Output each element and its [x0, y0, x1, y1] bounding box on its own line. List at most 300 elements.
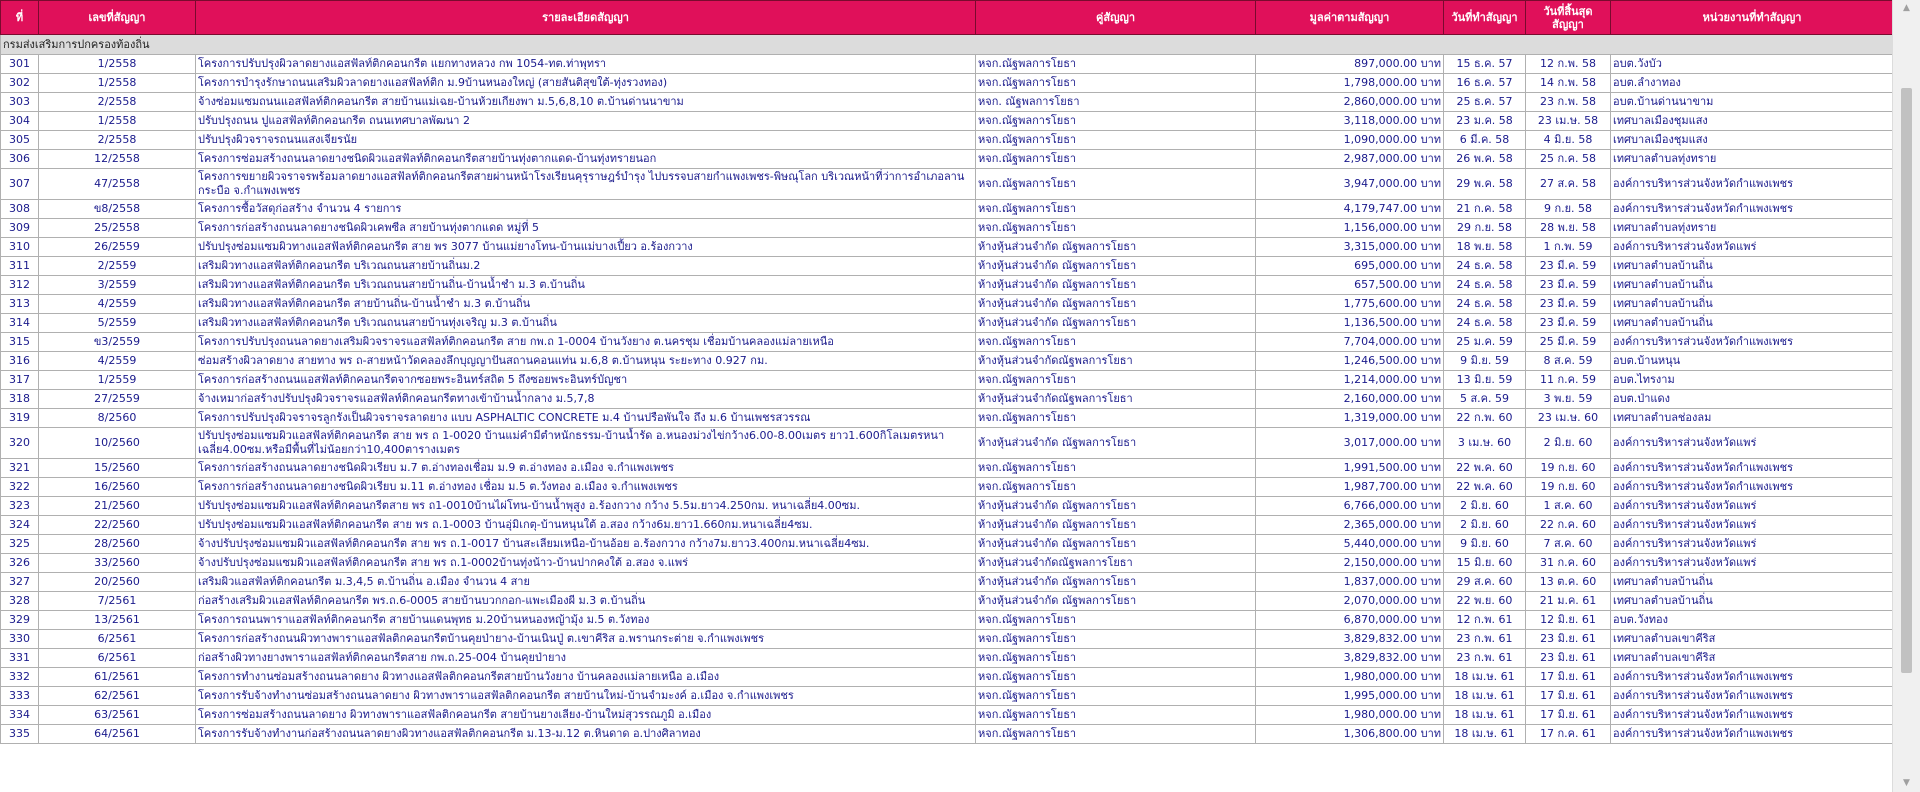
- agency: องค์การบริหารส่วนจังหวัดกำแพงเพชร: [1611, 459, 1894, 478]
- date-end: 2 มิ.ย. 60: [1526, 428, 1611, 459]
- contract-detail[interactable]: โครงการปรับปรุงผิวจราจรลูกรังเป็นผิวจราจรลาดยาง แบบ ASPHALTIC CONCRETE ม.4 บ้านปรือพันใจ ถึง ม.6 บ้านเพชรสวรรณ: [196, 409, 976, 428]
- row-number: 330: [1, 630, 39, 649]
- table-header-row: [1, 1, 1894, 35]
- table-row[interactable]: [1, 219, 1894, 238]
- table-row[interactable]: [1, 478, 1894, 497]
- row-number: 312: [1, 276, 39, 295]
- agency: เทศบาลเมืองชุมแสง: [1611, 112, 1894, 131]
- contract-value: 1,214,000.00 บาท: [1256, 371, 1444, 390]
- row-number: 319: [1, 409, 39, 428]
- header-no[interactable]: ที่: [1, 1, 39, 35]
- date-end: 23 เม.ษ. 60: [1526, 409, 1611, 428]
- contract-number[interactable]: 5/2559: [39, 314, 196, 333]
- date-made: 18 เม.ษ. 61: [1444, 725, 1526, 744]
- row-number: 304: [1, 112, 39, 131]
- date-made: 26 พ.ค. 58: [1444, 150, 1526, 169]
- date-end: 9 ก.ย. 58: [1526, 200, 1611, 219]
- date-made: 24 ธ.ค. 58: [1444, 276, 1526, 295]
- contract-detail[interactable]: โครงการก่อสร้างถนนลาดยางชนิดผิวเคพซีล สายบ้านทุ่งตากแดด หมู่ที่ 5: [196, 219, 976, 238]
- contract-number[interactable]: 7/2561: [39, 592, 196, 611]
- table-row[interactable]: [1, 333, 1894, 352]
- contract-value: 2,160,000.00 บาท: [1256, 390, 1444, 409]
- contract-value: 2,987,000.00 บาท: [1256, 150, 1444, 169]
- contract-detail[interactable]: เสริมผิวทางแอสฟัลท์ติกคอนกรีต บริเวณถนนสายบ้านถิ่น-บ้านน้ำชำ ม.3 ต.บ้านถิ่น: [196, 276, 976, 295]
- date-end: 23 มิ.ย. 61: [1526, 630, 1611, 649]
- row-number: 331: [1, 649, 39, 668]
- date-end: 23 มี.ค. 59: [1526, 276, 1611, 295]
- down-arrow-icon[interactable]: ▼: [1903, 778, 1910, 788]
- contract-detail[interactable]: ปรับปรุงซ่อมแซมผิวทางแอสฟัลท์ติกคอนกรีต สาย พร 3077 บ้านแม่ยางโทน-บ้านแม่บางเปี้ยว อ.ร้องกวาง: [196, 238, 976, 257]
- contract-party: ห้างหุ้นส่วนจำกัด ณัฐพลการโยธา: [976, 276, 1256, 295]
- table-row[interactable]: [1, 131, 1894, 150]
- date-end: 17 มิ.ย. 61: [1526, 706, 1611, 725]
- row-number: 302: [1, 74, 39, 93]
- row-number: 308: [1, 200, 39, 219]
- contract-party: หจก.ณัฐพลการโยธา: [976, 74, 1256, 93]
- contract-party: ห้างหุ้นส่วนจำกัดณัฐพลการโยธา: [976, 390, 1256, 409]
- date-end: 17 ก.ค. 61: [1526, 725, 1611, 744]
- header-party[interactable]: คู่สัญญา: [976, 1, 1256, 35]
- contract-party: ห้างหุ้นส่วนจำกัด ณัฐพลการโยธา: [976, 238, 1256, 257]
- contract-detail[interactable]: โครงการปรับปรุงผิวลาดยางแอสฟัลท์ติกคอนกรีต แยกทางหลวง กพ 1054-ทต.ท่าพุทรา: [196, 55, 976, 74]
- agency: องค์การบริหารส่วนจังหวัดแพร่: [1611, 554, 1894, 573]
- table-row[interactable]: [1, 687, 1894, 706]
- contract-number[interactable]: 20/2560: [39, 573, 196, 592]
- contract-value: 1,319,000.00 บาท: [1256, 409, 1444, 428]
- date-made: 22 ก.พ. 60: [1444, 409, 1526, 428]
- contract-number[interactable]: 16/2560: [39, 478, 196, 497]
- contract-number[interactable]: 26/2559: [39, 238, 196, 257]
- row-number: 316: [1, 352, 39, 371]
- date-end: 31 ก.ค. 60: [1526, 554, 1611, 573]
- date-end: 3 พ.ย. 59: [1526, 390, 1611, 409]
- row-number: 326: [1, 554, 39, 573]
- row-number: 333: [1, 687, 39, 706]
- date-made: 12 ก.พ. 61: [1444, 611, 1526, 630]
- contract-value: 1,306,800.00 บาท: [1256, 725, 1444, 744]
- contract-number[interactable]: 61/2561: [39, 668, 196, 687]
- agency: องค์การบริหารส่วนจังหวัดแพร่: [1611, 516, 1894, 535]
- table-row[interactable]: [1, 706, 1894, 725]
- contract-value: 7,704,000.00 บาท: [1256, 333, 1444, 352]
- contract-value: 1,156,000.00 บาท: [1256, 219, 1444, 238]
- row-number: 335: [1, 725, 39, 744]
- row-number: 327: [1, 573, 39, 592]
- contract-party: หจก.ณัฐพลการโยธา: [976, 706, 1256, 725]
- agency: เทศบาลตำบลเขาคีริส: [1611, 649, 1894, 668]
- contract-party: หจก.ณัฐพลการโยธา: [976, 725, 1256, 744]
- contract-number[interactable]: 1/2558: [39, 74, 196, 93]
- agency: องค์การบริหารส่วนจังหวัดกำแพงเพชร: [1611, 668, 1894, 687]
- contract-detail[interactable]: เสริมผิวแอสฟัลท์ติกคอนกรีต ม.3,4,5 ต.บ้านถิ่น อ.เมือง จำนวน 4 สาย: [196, 573, 976, 592]
- date-made: 23 ก.พ. 61: [1444, 630, 1526, 649]
- row-number: 329: [1, 611, 39, 630]
- contract-value: 1,980,000.00 บาท: [1256, 706, 1444, 725]
- contract-detail[interactable]: จ้างปรับปรุงซ่อมแซมผิวแอสฟัลท์ติกคอนกรีต สาย พร ถ.1-0017 บ้านสะเลียมเหนือ-บ้านอ้อย อ.ร้องกวาง กว้าง7ม.ยาว3.400กม.หนาเฉลี่ย4ซม.: [196, 535, 976, 554]
- contract-party: หจก.ณัฐพลการโยธา: [976, 55, 1256, 74]
- date-made: 24 ธ.ค. 58: [1444, 257, 1526, 276]
- agency: อบต.ลำงาทอง: [1611, 74, 1894, 93]
- row-number: 314: [1, 314, 39, 333]
- date-made: 18 เม.ษ. 61: [1444, 668, 1526, 687]
- row-number: 307: [1, 169, 39, 200]
- table-row[interactable]: [1, 592, 1894, 611]
- contract-party: หจก.ณัฐพลการโยธา: [976, 131, 1256, 150]
- contract-number[interactable]: 33/2560: [39, 554, 196, 573]
- date-end: 1 ก.พ. 59: [1526, 238, 1611, 257]
- contract-detail[interactable]: เสริมผิวทางแอสฟัลท์ติกคอนกรีต บริเวณถนนสายบ้านทุ่งเจริญ ม.3 ต.บ้านถิ่น: [196, 314, 976, 333]
- date-end: 21 ม.ค. 61: [1526, 592, 1611, 611]
- contract-party: หจก.ณัฐพลการโยธา: [976, 611, 1256, 630]
- table-row[interactable]: [1, 352, 1894, 371]
- date-end: 17 มิ.ย. 61: [1526, 687, 1611, 706]
- contract-value: 1,995,000.00 บาท: [1256, 687, 1444, 706]
- contract-party: หจก.ณัฐพลการโยธา: [976, 169, 1256, 200]
- table-row[interactable]: [1, 535, 1894, 554]
- contract-detail[interactable]: ปรับปรุงซ่อมแซมผิวแอสฟัลท์ติกคอนกรีต สาย พร ถ.1-0003 บ้านอุ่มิเกตุ-บ้านหนุนใต้ อ.สอง กว้าง6ม.ยาว1.660กม.หนาเฉลี่ย4ซม.: [196, 516, 976, 535]
- agency: เทศบาลตำบลบ้านถิ่น: [1611, 314, 1894, 333]
- contract-detail[interactable]: โครงการขยายผิวจราจรพร้อมลาดยางแอสฟัลท์ติกคอนกรีตสายผ่านหน้าโรงเรียนคุรุราษฎร์บำรุง ไปบรรจบสายกำแพงเพชร-พิษณุโลก บริเวณหน้าที่ว่าการอำเภอลานกระบือ จ.กำแพงเพชร: [196, 169, 976, 200]
- contract-value: 1,775,600.00 บาท: [1256, 295, 1444, 314]
- date-end: 11 ก.ค. 59: [1526, 371, 1611, 390]
- vertical-scrollbar[interactable]: [1892, 0, 1920, 792]
- date-end: 13 ต.ค. 60: [1526, 573, 1611, 592]
- contract-detail[interactable]: ปรับปรุงซ่อมแซมผิวแอสฟัลท์ติกคอนกรีตสาย พร ถ1-0010บ้านไผ่โทน-บ้านน้ำพุสูง อ.ร้องกวาง กว้าง 5.5ม.ยาว4.250กม. หนาเฉลี่ย4.00ซม.: [196, 497, 976, 516]
- scrollbar-thumb[interactable]: [1901, 88, 1912, 673]
- agency: อบต.บ้านหนุน: [1611, 352, 1894, 371]
- table-row[interactable]: [1, 276, 1894, 295]
- table-row[interactable]: [1, 668, 1894, 687]
- contract-value: 2,150,000.00 บาท: [1256, 554, 1444, 573]
- contract-party: หจก.ณัฐพลการโยธา: [976, 649, 1256, 668]
- contract-number[interactable]: 2/2559: [39, 257, 196, 276]
- table-row[interactable]: [1, 200, 1894, 219]
- contract-detail[interactable]: เสริมผิวทางแอสฟัลท์ติกคอนกรีต สายบ้านถิ่น-บ้านน้ำชำ ม.3 ต.บ้านถิ่น: [196, 295, 976, 314]
- date-made: 23 ม.ค. 58: [1444, 112, 1526, 131]
- contract-number[interactable]: 3/2559: [39, 276, 196, 295]
- header-detail[interactable]: รายละเอียดสัญญา: [196, 1, 976, 35]
- contract-number[interactable]: 6/2561: [39, 630, 196, 649]
- agency: องค์การบริหารส่วนจังหวัดกำแพงเพชร: [1611, 478, 1894, 497]
- contract-party: ห้างหุ้นส่วนจำกัด ณัฐพลการโยธา: [976, 535, 1256, 554]
- contract-party: หจก.ณัฐพลการโยธา: [976, 478, 1256, 497]
- contract-detail[interactable]: โครงการก่อสร้างถนนลาดยางชนิดผิวเรียบ ม.7 ต.อ่างทองเชื่อม ม.9 ต.อ่างทอง อ.เมือง จ.กำแพงเพชร: [196, 459, 976, 478]
- group-label: กรมส่งเสริมการปกครองท้องถิ่น: [1, 35, 1894, 55]
- agency: องค์การบริหารส่วนจังหวัดกำแพงเพชร: [1611, 687, 1894, 706]
- date-end: 23 มิ.ย. 61: [1526, 649, 1611, 668]
- contract-party: หจก.ณัฐพลการโยธา: [976, 219, 1256, 238]
- header-contract-no[interactable]: เลขที่สัญญา: [39, 1, 196, 35]
- table-row[interactable]: [1, 295, 1894, 314]
- contract-value: 1,991,500.00 บาท: [1256, 459, 1444, 478]
- date-made: 13 มิ.ย. 59: [1444, 371, 1526, 390]
- header-value[interactable]: มูลค่าตามสัญญา: [1256, 1, 1444, 35]
- date-made: 2 มิ.ย. 60: [1444, 497, 1526, 516]
- contract-number[interactable]: 1/2559: [39, 371, 196, 390]
- date-made: 3 เม.ษ. 60: [1444, 428, 1526, 459]
- contract-detail[interactable]: จ้างปรับปรุงซ่อมแซมผิวแอสฟัลท์ติกคอนกรีต สาย พร ถ.1-0002บ้านทุ่งน้าว-บ้านปากคงใต้ อ.สอง จ.แพร่: [196, 554, 976, 573]
- date-made: 5 ส.ค. 59: [1444, 390, 1526, 409]
- contract-detail[interactable]: โครงการซื้อวัสดุก่อสร้าง จำนวน 4 รายการ: [196, 200, 976, 219]
- table-row[interactable]: [1, 93, 1894, 112]
- contract-party: ห้างหุ้นส่วนจำกัด ณัฐพลการโยธา: [976, 257, 1256, 276]
- table-row[interactable]: [1, 390, 1894, 409]
- contract-number[interactable]: 21/2560: [39, 497, 196, 516]
- date-made: 15 ธ.ค. 57: [1444, 55, 1526, 74]
- row-number: 303: [1, 93, 39, 112]
- contract-value: 695,000.00 บาท: [1256, 257, 1444, 276]
- contract-detail[interactable]: ก่อสร้างเสริมผิวแอสฟัลท์ติกคอนกรีต พร.ถ.6-0005 สายบ้านบวกกอก-แพะเมืองผี ม.3 ต.บ้านถิ่น: [196, 592, 976, 611]
- contract-detail[interactable]: จ้างเหมาก่อสร้างปรับปรุงผิวจราจรแอสฟัลท์ติกคอนกรีตทางเข้าบ้านน้ำกลาง ม.5,7,8: [196, 390, 976, 409]
- contract-detail[interactable]: เสริมผิวทางแอสฟัลท์ติกคอนกรีต บริเวณถนนสายบ้านถิ่นม.2: [196, 257, 976, 276]
- agency: เทศบาลตำบลบ้านถิ่น: [1611, 573, 1894, 592]
- contract-number[interactable]: 28/2560: [39, 535, 196, 554]
- contract-party: ห้างหุ้นส่วนจำกัด ณัฐพลการโยธา: [976, 428, 1256, 459]
- contract-value: 1,798,000.00 บาท: [1256, 74, 1444, 93]
- contract-number[interactable]: 25/2558: [39, 219, 196, 238]
- contract-value: 3,829,832.00 บาท: [1256, 649, 1444, 668]
- contract-party: หจก.ณัฐพลการโยธา: [976, 668, 1256, 687]
- date-made: 18 พ.ย. 58: [1444, 238, 1526, 257]
- agency: เทศบาลตำบลบ้านถิ่น: [1611, 276, 1894, 295]
- table-row[interactable]: [1, 611, 1894, 630]
- table-row[interactable]: [1, 169, 1894, 200]
- date-end: 23 มี.ค. 59: [1526, 257, 1611, 276]
- contract-detail[interactable]: โครงการถนนพาราแอสฟัลท์ติกคอนกรีต สายบ้านแดนพุทธ ม.20บ้านหนองหญ้ามุ้ง ม.5 ต.วังทอง: [196, 611, 976, 630]
- contract-value: 1,987,700.00 บาท: [1256, 478, 1444, 497]
- contract-detail[interactable]: ปรับปรุงผิวจราจรถนนแสงเจียรนัย: [196, 131, 976, 150]
- contract-value: 897,000.00 บาท: [1256, 55, 1444, 74]
- contract-number[interactable]: 1/2558: [39, 112, 196, 131]
- row-number: 321: [1, 459, 39, 478]
- contract-party: ห้างหุ้นส่วนจำกัด ณัฐพลการโยธา: [976, 573, 1256, 592]
- contract-detail[interactable]: โครงการทำงานซ่อมสร้างถนนลาดยาง ผิวทางแอสฟัลติกคอนกรีตสายบ้านวังยาง บ้านคลองแม่ลายเหนือ อ.เมือง: [196, 668, 976, 687]
- contract-number[interactable]: 2/2558: [39, 93, 196, 112]
- contract-party: หจก.ณัฐพลการโยธา: [976, 150, 1256, 169]
- table-row[interactable]: [1, 428, 1894, 459]
- date-made: 18 เม.ษ. 61: [1444, 706, 1526, 725]
- table-row[interactable]: [1, 74, 1894, 93]
- row-number: 310: [1, 238, 39, 257]
- header-date-made[interactable]: วันที่ทำสัญญา: [1444, 1, 1526, 35]
- contract-detail[interactable]: ปรับปรุงซ่อมแซมผิวแอสฟัลท์ติกคอนกรีต สาย พร ถ 1-0020 บ้านแม่คำมีตำหนักธรรม-บ้านน้ำรัด อ.หนองม่วงไข่กว้าง6.00-8.00เมตร ยาว1.600กิโลเมตรหนาเฉลี่ย4.00ซม.หรือมีพื้นที่ไม่น้อยกว่า10,400ตารางเมตร: [196, 428, 976, 459]
- contract-detail[interactable]: โครงการบำรุงรักษาถนนเสริมผิวลาดยางแอสฟัลท์ติก ม.9บ้านหนองใหญ่ (สายสันติสุขใต้-ทุ่งรวงทอง): [196, 74, 976, 93]
- contract-party: หจก.ณัฐพลการโยธา: [976, 112, 1256, 131]
- date-end: 23 ก.พ. 58: [1526, 93, 1611, 112]
- contract-party: ห้างหุ้นส่วนจำกัดณัฐพลการโยธา: [976, 554, 1256, 573]
- header-date-end[interactable]: วันที่สิ้นสุดสัญญา: [1526, 1, 1611, 35]
- contract-number[interactable]: 8/2560: [39, 409, 196, 428]
- agency: เทศบาลตำบลทุ่งทราย: [1611, 219, 1894, 238]
- contract-party: หจก.ณัฐพลการโยธา: [976, 409, 1256, 428]
- contract-value: 3,829,832.00 บาท: [1256, 630, 1444, 649]
- table-row[interactable]: [1, 238, 1894, 257]
- date-end: 23 เม.ษ. 58: [1526, 112, 1611, 131]
- contract-value: 4,179,747.00 บาท: [1256, 200, 1444, 219]
- table-row[interactable]: [1, 554, 1894, 573]
- agency: องค์การบริหารส่วนจังหวัดกำแพงเพชร: [1611, 706, 1894, 725]
- row-number: 324: [1, 516, 39, 535]
- row-number: 315: [1, 333, 39, 352]
- row-number: 323: [1, 497, 39, 516]
- date-made: 9 มิ.ย. 59: [1444, 352, 1526, 371]
- contract-value: 2,365,000.00 บาท: [1256, 516, 1444, 535]
- agency: อบต.บ้านด่านนาขาม: [1611, 93, 1894, 112]
- contract-detail[interactable]: โครงการซ่อมสร้างถนนลาดยาง ผิวทางพาราแอสฟัลติกคอนกรีต สายบ้านยางเลียง-บ้านใหม่สุวรรณภูมิ อ.เมือง: [196, 706, 976, 725]
- date-made: 25 ม.ค. 59: [1444, 333, 1526, 352]
- date-made: 25 ธ.ค. 57: [1444, 93, 1526, 112]
- date-made: 24 ธ.ค. 58: [1444, 295, 1526, 314]
- agency: องค์การบริหารส่วนจังหวัดกำแพงเพชร: [1611, 169, 1894, 200]
- row-number: 328: [1, 592, 39, 611]
- date-made: 22 พ.ค. 60: [1444, 478, 1526, 497]
- row-number: 332: [1, 668, 39, 687]
- row-number: 301: [1, 55, 39, 74]
- date-end: 17 มิ.ย. 61: [1526, 668, 1611, 687]
- contract-number[interactable]: 62/2561: [39, 687, 196, 706]
- agency: เทศบาลตำบลเขาคีริส: [1611, 630, 1894, 649]
- contract-party: หจก.ณัฐพลการโยธา: [976, 459, 1256, 478]
- table-row[interactable]: [1, 497, 1894, 516]
- contract-value: 5,440,000.00 บาท: [1256, 535, 1444, 554]
- up-arrow-icon[interactable]: ▲: [1903, 3, 1910, 13]
- table-row[interactable]: [1, 371, 1894, 390]
- contract-detail[interactable]: โครงการปรับปรุงถนนลาดยางเสริมผิวจราจรแอสฟัลท์ติกคอนกรีต สาย กพ.ถ 1-0004 บ้านวังยาง ต.นครชุม เชื่อมบ้านคลองแม่ลายเหนือ: [196, 333, 976, 352]
- table-row[interactable]: [1, 257, 1894, 276]
- contract-detail[interactable]: โครงการรับจ้างทำงานซ่อมสร้างถนนลาดยาง ผิวทางพาราแอสฟัลติกคอนกรีต สายบ้านใหม่-บ้านจำมะงค์ อ.เมือง จ.กำแพงเพชร: [196, 687, 976, 706]
- agency: องค์การบริหารส่วนจังหวัดแพร่: [1611, 535, 1894, 554]
- contract-number[interactable]: 64/2561: [39, 725, 196, 744]
- table-row[interactable]: [1, 314, 1894, 333]
- contract-detail[interactable]: ซ่อมสร้างผิวลาดยาง สายทาง พร ถ-สายหน้าวัดคลองลึกบุญญาปันสถานคอนแท่น ม.6,8 ต.บ้านหนุน ระยะทาง 0.927 กม.: [196, 352, 976, 371]
- contract-number[interactable]: 6/2561: [39, 649, 196, 668]
- date-made: 29 ก.ย. 58: [1444, 219, 1526, 238]
- contract-value: 6,766,000.00 บาท: [1256, 497, 1444, 516]
- row-number: 309: [1, 219, 39, 238]
- row-number: 325: [1, 535, 39, 554]
- date-end: 12 ก.พ. 58: [1526, 55, 1611, 74]
- row-number: 317: [1, 371, 39, 390]
- date-end: 23 มี.ค. 59: [1526, 314, 1611, 333]
- contract-detail[interactable]: ก่อสร้างผิวทางยางพาราแอสฟัลท์ติกคอนกรีตสาย กพ.ถ.25-004 บ้านคุยป่ายาง: [196, 649, 976, 668]
- table-row[interactable]: [1, 649, 1894, 668]
- date-made: 6 มี.ค. 58: [1444, 131, 1526, 150]
- agency: อบต.วังทอง: [1611, 611, 1894, 630]
- contract-detail[interactable]: ปรับปรุงถนน ปูแอสฟัลท์ติกคอนกรีต ถนนเทศบาลพัฒนา 2: [196, 112, 976, 131]
- table-row[interactable]: [1, 459, 1894, 478]
- contract-party: ห้างหุ้นส่วนจำกัด ณัฐพลการโยธา: [976, 295, 1256, 314]
- contract-party: ห้างหุ้นส่วนจำกัด ณัฐพลการโยธา: [976, 592, 1256, 611]
- date-end: 22 ก.ค. 60: [1526, 516, 1611, 535]
- row-number: 318: [1, 390, 39, 409]
- contract-detail[interactable]: โครงการรับจ้างทำงานก่อสร้างถนนลาดยางผิวทางแอสฟัลติกคอนกรีต ม.13-ม.12 ต.หินดาด อ.ปางศิลาทอง: [196, 725, 976, 744]
- contract-party: ห้างหุ้นส่วนจำกัดณัฐพลการโยธา: [976, 352, 1256, 371]
- contract-value: 3,017,000.00 บาท: [1256, 428, 1444, 459]
- date-end: 27 ส.ค. 58: [1526, 169, 1611, 200]
- table-row[interactable]: [1, 516, 1894, 535]
- date-made: 16 ธ.ค. 57: [1444, 74, 1526, 93]
- row-number: 322: [1, 478, 39, 497]
- contract-number[interactable]: 63/2561: [39, 706, 196, 725]
- table-row[interactable]: [1, 725, 1894, 744]
- date-made: 22 พ.ย. 60: [1444, 592, 1526, 611]
- contract-value: 3,315,000.00 บาท: [1256, 238, 1444, 257]
- contract-value: 1,980,000.00 บาท: [1256, 668, 1444, 687]
- contract-detail[interactable]: โครงการก่อสร้างถนนแอสฟัลท์ติกคอนกรีตจากซอยพระอินทร์สถิต 5 ถึงซอยพระอินทร์บัญชา: [196, 371, 976, 390]
- agency: องค์การบริหารส่วนจังหวัดแพร่: [1611, 497, 1894, 516]
- group-row: [1, 35, 1894, 55]
- contract-value: 2,070,000.00 บาท: [1256, 592, 1444, 611]
- agency: เทศบาลเมืองชุมแสง: [1611, 131, 1894, 150]
- contract-party: หจก. ณัฐพลการโยธา: [976, 93, 1256, 112]
- contract-number[interactable]: 2/2558: [39, 131, 196, 150]
- date-made: 21 ก.ค. 58: [1444, 200, 1526, 219]
- row-number: 305: [1, 131, 39, 150]
- contract-party: หจก.ณัฐพลการโยธา: [976, 371, 1256, 390]
- contract-number[interactable]: 13/2561: [39, 611, 196, 630]
- contract-value: 6,870,000.00 บาท: [1256, 611, 1444, 630]
- table-row[interactable]: [1, 409, 1894, 428]
- table-row[interactable]: [1, 112, 1894, 131]
- contract-party: ห้างหุ้นส่วนจำกัด ณัฐพลการโยธา: [976, 516, 1256, 535]
- table-row[interactable]: [1, 573, 1894, 592]
- row-number: 334: [1, 706, 39, 725]
- date-made: 23 ก.พ. 61: [1444, 649, 1526, 668]
- date-made: 29 พ.ค. 58: [1444, 169, 1526, 200]
- table-row[interactable]: [1, 150, 1894, 169]
- header-agency[interactable]: หน่วยงานที่ทำสัญญา: [1611, 1, 1894, 35]
- date-end: 28 พ.ย. 58: [1526, 219, 1611, 238]
- contract-party: ห้างหุ้นส่วนจำกัด ณัฐพลการโยธา: [976, 497, 1256, 516]
- agency: องค์การบริหารส่วนจังหวัดแพร่: [1611, 428, 1894, 459]
- agency: องค์การบริหารส่วนจังหวัดกำแพงเพชร: [1611, 725, 1894, 744]
- date-end: 23 มี.ค. 59: [1526, 295, 1611, 314]
- contract-party: ห้างหุ้นส่วนจำกัด ณัฐพลการโยธา: [976, 314, 1256, 333]
- contract-detail[interactable]: โครงการซ่อมสร้างถนนลาดยางชนิดผิวแอสฟัลท์ติกคอนกรีตสายบ้านทุ่งตากแดด-บ้านทุ่งทรายนอก: [196, 150, 976, 169]
- date-made: 24 ธ.ค. 58: [1444, 314, 1526, 333]
- date-end: 1 ส.ค. 60: [1526, 497, 1611, 516]
- contract-value: 657,500.00 บาท: [1256, 276, 1444, 295]
- date-made: 22 พ.ค. 60: [1444, 459, 1526, 478]
- contract-value: 2,860,000.00 บาท: [1256, 93, 1444, 112]
- contract-value: 1,136,500.00 บาท: [1256, 314, 1444, 333]
- row-number: 313: [1, 295, 39, 314]
- contract-number[interactable]: ข8/2558: [39, 200, 196, 219]
- contract-party: หจก.ณัฐพลการโยธา: [976, 200, 1256, 219]
- contract-number[interactable]: 10/2560: [39, 428, 196, 459]
- contract-number[interactable]: 27/2559: [39, 390, 196, 409]
- agency: เทศบาลตำบลบ้านถิ่น: [1611, 257, 1894, 276]
- contract-number[interactable]: 47/2558: [39, 169, 196, 200]
- table-row[interactable]: [1, 55, 1894, 74]
- contract-number[interactable]: 22/2560: [39, 516, 196, 535]
- contract-detail[interactable]: โครงการก่อสร้างถนนผิวทางพาราแอสฟัลติกคอนกรีตบ้านคุยป่ายาง-บ้านเนินปู่ ต.เขาคีริส อ.พรานกระต่าย จ.กำแพงเพชร: [196, 630, 976, 649]
- contract-number[interactable]: 12/2558: [39, 150, 196, 169]
- contract-number[interactable]: 4/2559: [39, 295, 196, 314]
- contract-number[interactable]: 1/2558: [39, 55, 196, 74]
- contract-detail[interactable]: โครงการก่อสร้างถนนลาดยางชนิดผิวเรียบ ม.11 ต.อ่างทอง เชื่อม ม.5 ต.วังทอง อ.เมือง จ.กำแพงเพชร: [196, 478, 976, 497]
- row-number: 320: [1, 428, 39, 459]
- contract-number[interactable]: 4/2559: [39, 352, 196, 371]
- contract-number[interactable]: 15/2560: [39, 459, 196, 478]
- contract-number[interactable]: ข3/2559: [39, 333, 196, 352]
- table-row[interactable]: [1, 630, 1894, 649]
- date-end: 12 มิ.ย. 61: [1526, 611, 1611, 630]
- row-number: 306: [1, 150, 39, 169]
- date-end: 7 ส.ค. 60: [1526, 535, 1611, 554]
- contract-detail[interactable]: จ้างซ่อมแซมถนนแอสฟัลท์ติกคอนกรีต สายบ้านแม่เฉย-บ้านห้วยเกียงพา ม.5,6,8,10 ต.บ้านด่านนาขาม: [196, 93, 976, 112]
- date-made: 29 ส.ค. 60: [1444, 573, 1526, 592]
